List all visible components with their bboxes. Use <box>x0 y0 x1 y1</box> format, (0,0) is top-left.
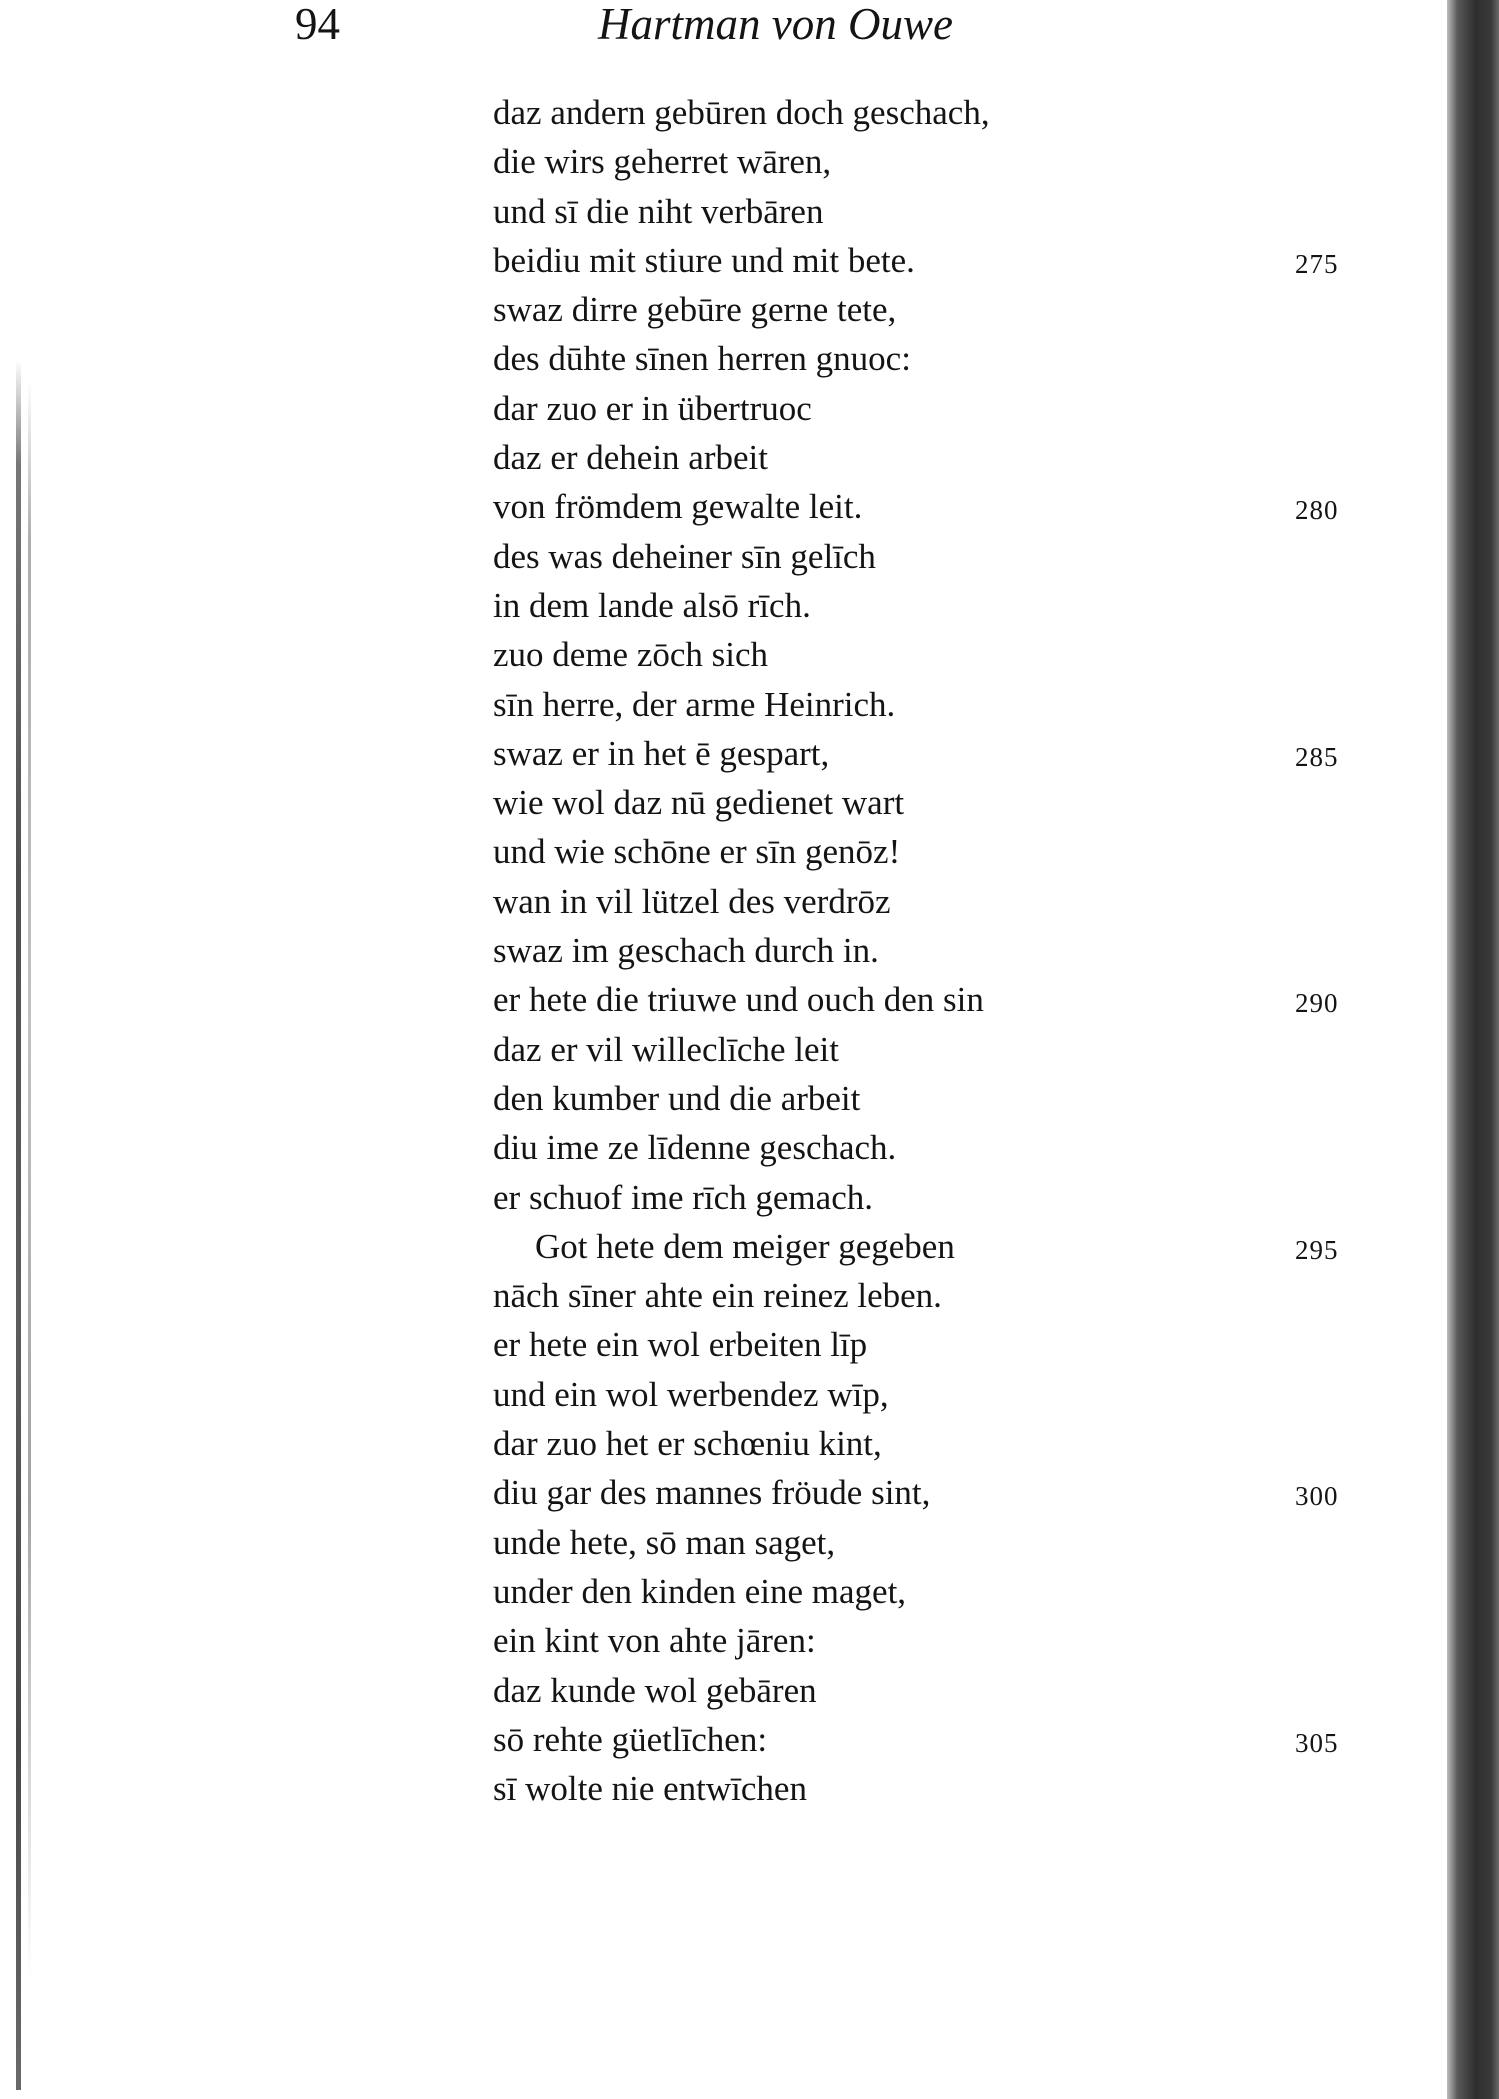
verse-text: sō rehte güetlīchen: <box>493 1719 768 1759</box>
verse-text: swaz im geschach durch in. <box>493 931 879 971</box>
verse-line <box>493 827 1393 876</box>
verse-line <box>493 1370 1393 1419</box>
verse-line <box>493 1271 1393 1320</box>
verse-line <box>493 1616 1393 1665</box>
verse-line <box>493 877 1393 926</box>
verse-line <box>493 1419 1393 1468</box>
verse-text: daz er vil willeclīche leit <box>493 1029 839 1069</box>
verse-line <box>493 137 1393 186</box>
verse-text: under den kinden eine maget, <box>493 1571 907 1611</box>
verse-text: die wirs geherret wāren, <box>493 142 832 182</box>
verse-text: des dūhte sīnen herren gnuoc: <box>493 339 911 379</box>
line-number: 280 <box>1295 495 1339 526</box>
verse-line <box>493 1715 1393 1764</box>
verse-line <box>493 1173 1393 1222</box>
verse-text: diu gar des mannes fröude sint, <box>493 1473 931 1513</box>
verse-text: unde hete, sō man saget, <box>493 1522 836 1562</box>
verse-line <box>493 334 1393 383</box>
verse-text: er schuof ime rīch gemach. <box>493 1177 873 1217</box>
verse-line <box>493 1468 1393 1517</box>
verse-line <box>493 187 1393 236</box>
scan-left-edge <box>16 360 21 2090</box>
verse-line <box>493 384 1393 433</box>
verse-text: zuo deme zōch sich <box>493 635 769 675</box>
verse-text: und ein wol werbendez wīp, <box>493 1374 889 1414</box>
verse-line <box>493 926 1393 975</box>
verse-line <box>493 729 1393 778</box>
verse-text: des was deheiner sīn gelīch <box>493 536 876 576</box>
verse-text: er hete die triuwe und ouch den sin <box>493 980 984 1020</box>
verse-line <box>493 1320 1393 1369</box>
page-number: 94 <box>295 0 340 49</box>
verse-text: sīn herre, der arme Heinrich. <box>493 684 896 724</box>
verse-text: wan in vil lützel des verdrōz <box>493 881 891 921</box>
verse-line <box>493 975 1393 1024</box>
verse-text: wie wol daz nū gedienet wart <box>493 783 905 823</box>
line-number: 285 <box>1295 741 1339 772</box>
line-number: 300 <box>1295 1481 1339 1512</box>
line-number: 275 <box>1295 248 1339 279</box>
verse-line <box>493 1222 1393 1271</box>
verse-text: von frömdem gewalte leit. <box>493 487 863 527</box>
verse-text: dar zuo er in übertruoc <box>493 388 812 428</box>
verse-line <box>493 1567 1393 1616</box>
verse-text: nāch sīner ahte ein reinez leben. <box>493 1276 942 1316</box>
verse-line <box>493 285 1393 334</box>
verse-line <box>493 1025 1393 1074</box>
scan-right-edge <box>1447 0 1499 2099</box>
verse-line <box>493 433 1393 482</box>
verse-line <box>493 88 1393 137</box>
verse-line <box>493 581 1393 630</box>
line-number: 305 <box>1295 1727 1339 1758</box>
verse-line <box>493 532 1393 581</box>
verse-text: daz er dehein arbeit <box>493 438 768 478</box>
line-number: 290 <box>1295 988 1339 1019</box>
verse-text: swaz dirre gebūre gerne tete, <box>493 290 897 330</box>
verse-line <box>493 680 1393 729</box>
verse-text: er hete ein wol erbeiten līp <box>493 1325 868 1365</box>
verse-line <box>493 778 1393 827</box>
poem-text <box>493 88 1393 1813</box>
verse-text: sī wolte nie entwīchen <box>493 1769 807 1809</box>
verse-line <box>493 1666 1393 1715</box>
verse-text: in dem lande alsō rīch. <box>493 585 811 625</box>
verse-line <box>493 236 1393 285</box>
verse-line <box>493 630 1393 679</box>
verse-line <box>493 1074 1393 1123</box>
scan-left-edge-faint <box>28 380 31 1980</box>
verse-text: Got hete dem meiger gegeben <box>535 1226 955 1266</box>
verse-text: swaz er in het ē gespart, <box>493 733 830 773</box>
verse-text: und sī die niht verbāren <box>493 191 824 231</box>
verse-text: diu ime ze līdenne geschach. <box>493 1128 897 1168</box>
running-title: Hartman von Ouwe <box>598 0 953 49</box>
verse-text: beidiu mit stiure und mit bete. <box>493 240 915 280</box>
verse-line <box>493 1123 1393 1172</box>
verse-line <box>493 1518 1393 1567</box>
line-number: 295 <box>1295 1234 1339 1265</box>
verse-text: dar zuo het er schœniu kint, <box>493 1424 882 1464</box>
verse-line <box>493 1764 1393 1813</box>
verse-text: den kumber und die arbeit <box>493 1078 861 1118</box>
verse-text: daz kunde wol gebāren <box>493 1670 817 1710</box>
verse-text: ein kint von ahte jāren: <box>493 1621 816 1661</box>
verse-line <box>493 482 1393 531</box>
verse-text: daz andern gebūren doch geschach, <box>493 93 990 132</box>
verse-text: und wie schōne er sīn genōz! <box>493 832 901 872</box>
